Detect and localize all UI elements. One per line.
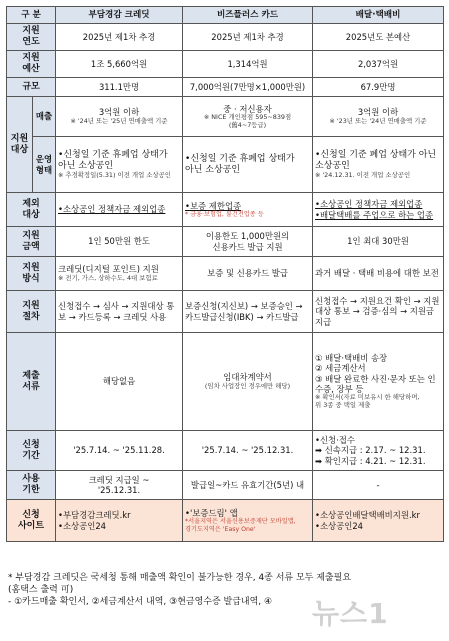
- exclusion-credit: [56, 193, 183, 227]
- exclusion-delivery-b: •배달택배를 주업으로 하는 업종: [315, 209, 434, 220]
- row-label-operation: 운영 형태: [33, 137, 56, 193]
- docs-delivery-item: ① 배달·택배비 송장: [315, 353, 388, 364]
- budget-delivery: 2,037억원: [313, 51, 444, 78]
- row-sales: [7, 97, 444, 137]
- exclusion-card: [183, 193, 313, 227]
- header-bizplus-card: 비즈플러스 카드: [183, 7, 313, 24]
- period-credit: '25.7.14. ~ '25.11.28.: [56, 431, 183, 471]
- news1-watermark: 뉴스1: [312, 597, 389, 630]
- docs-delivery-note: ※ 확인서(자료 미보유시 한 해당하며, 위 3종 중 택일 제출: [315, 393, 420, 409]
- exclusion-card-note: * 금융·보험업, 불건전업종 등: [185, 210, 264, 218]
- period-delivery-check: ➡ 확인지급 : 4.21. ~ 12.31.: [315, 455, 426, 466]
- docs-delivery-item: ② 세금계산서: [315, 363, 366, 374]
- usage-card: 발급일~카드 유효기간(5년) 내: [183, 471, 313, 500]
- exclusion-delivery-a: •소상공인 정책자금 제외업종: [315, 199, 423, 210]
- method-credit-note: ※ 전기, 가스, 상하수도, 4대 보험료: [58, 273, 158, 282]
- sales-card-note: ※ NICE 개인평점 595~839점 (舊4~7등급): [203, 112, 292, 129]
- method-delivery: 과거 배달 · 택배 비용에 대한 보전: [313, 257, 444, 291]
- row-exclusion: [7, 193, 444, 227]
- amount-card: 이용한도 1,000만원의 신용카드 발급 지원: [183, 227, 313, 257]
- row-operation: [7, 137, 444, 193]
- operation-credit: [56, 137, 183, 193]
- footnote-line-1: * 부담경감 크레딧은 국세청 통해 매출액 확인이 불가능한 경우, 4종 서류 모두 제출필요: [8, 573, 352, 583]
- operation-delivery: [313, 137, 444, 193]
- method-card: 보증 및 신용카드 발급: [183, 257, 313, 291]
- period-delivery: [313, 431, 444, 471]
- row-scale: [7, 78, 444, 97]
- sales-credit-note: ※ '24년 또는 '25년 연매출액 기준: [70, 116, 168, 125]
- exclusion-delivery: [313, 193, 444, 227]
- sales-delivery-note: ※ '23년 또는 '24년 연매출액 기준: [329, 116, 427, 125]
- budget-credit: 1조 5,660억원: [56, 51, 183, 78]
- operation-card-value: •신청일 기준 휴폐업 상태가 아닌 소상공인: [185, 153, 295, 175]
- site-delivery: [313, 500, 444, 542]
- row-amount: [7, 227, 444, 257]
- scale-card: 7,000억원(7만명×1,000만원): [183, 78, 313, 97]
- docs-credit: 해당없음: [56, 333, 183, 431]
- scale-credit: 311.1만명: [56, 78, 183, 97]
- docs-delivery-item: ③ 배달 완료한 사진·문자 또는 인수증, 장부 등: [315, 373, 436, 394]
- row-label-scale: 규모: [7, 78, 56, 97]
- row-label-period: 신청 기간: [7, 431, 56, 471]
- footnote-line-2: (홈택스 출력 可): [8, 585, 74, 596]
- budget-card: 1,314억원: [183, 51, 313, 78]
- row-label-method: 지원 방식: [7, 257, 56, 291]
- year-delivery: 2025년도 본예산: [313, 24, 444, 51]
- header-category: 구 분: [7, 7, 56, 24]
- row-period: [7, 431, 444, 471]
- docs-card-note: (임차 사업장인 경우에만 해당): [204, 381, 291, 390]
- row-label-procedure: 지원 절차: [7, 291, 56, 333]
- row-label-usage: 사용 기한: [7, 471, 56, 500]
- sales-credit-value: 3억원 이하: [98, 107, 140, 118]
- row-usage: [7, 471, 444, 500]
- sales-card-value: 중 · 저신용자: [223, 103, 272, 114]
- sales-card: [183, 97, 313, 137]
- site-credit-link: •부담경감크레딧.kr: [58, 510, 131, 521]
- row-label-year: 지원 연도: [7, 24, 56, 51]
- site-credit: [56, 500, 183, 542]
- row-label-site: 신청 사이트: [7, 500, 56, 542]
- row-label-budget: 지원 예산: [7, 51, 56, 78]
- year-credit: 2025년 제1차 추경: [56, 24, 183, 51]
- row-procedure: [7, 291, 444, 333]
- policy-comparison-table: [6, 6, 444, 542]
- amount-delivery: 1인 최대 30만원: [313, 227, 444, 257]
- scale-delivery: 67.9만명: [313, 78, 444, 97]
- header-row: [7, 7, 444, 24]
- row-docs: [7, 333, 444, 431]
- site-card-note: *서울지역은 서울신용보증재단 모바일앱, 경기도지역은 'Easy One': [185, 518, 296, 533]
- usage-delivery: -: [313, 471, 444, 500]
- operation-credit-value: •신청일 기준 휴폐업 상태가 아닌 소상공인: [58, 149, 168, 171]
- row-label-sales: 매출: [33, 97, 56, 137]
- procedure-credit: 신청접수 → 심사 → 지원대상 통보 → 카드등록 → 크레딧 사용: [56, 291, 183, 333]
- exclusion-credit-value: •소상공인 정책자금 제외업종: [58, 204, 166, 215]
- header-credit: 부담경감 크레딧: [56, 7, 183, 24]
- operation-delivery-note: ※ '24.12.31. 이전 개업 소상공인: [315, 170, 411, 179]
- operation-credit-note: ※ 추경확정일(5.31) 이전 개업 소상공인: [58, 170, 171, 179]
- sales-credit: [56, 97, 183, 137]
- site-delivery-link: •소상공인24: [315, 520, 363, 531]
- row-method: [7, 257, 444, 291]
- method-credit-value: 크레딧(디지털 포인트) 지원: [58, 264, 159, 275]
- row-label-docs: 제출 서류: [7, 333, 56, 431]
- site-card: [183, 500, 313, 542]
- period-delivery-title: •신청·접수: [315, 435, 355, 446]
- docs-card: [183, 333, 313, 431]
- footnote-line-3: - ①카드매출 확인서, ②세금계산서 내역, ③현금영수증 발급내역, ④: [8, 597, 273, 608]
- operation-card: [183, 137, 313, 193]
- row-label-exclusion: 제외 대상: [7, 193, 56, 227]
- method-credit: [56, 257, 183, 291]
- docs-delivery: [313, 333, 444, 431]
- header-delivery-fee: 배달·택배비: [313, 7, 444, 24]
- row-site: [7, 500, 444, 542]
- site-credit-link: •소상공인24: [58, 520, 106, 531]
- operation-delivery-value: •신청일 기준 폐업 상태가 아닌 소상공인: [315, 149, 437, 171]
- period-delivery-fast: ➡ 신속지급 : 2.17. ~ 12.31.: [315, 445, 426, 456]
- row-budget: [7, 51, 444, 78]
- sales-delivery-value: 3억원 이하: [357, 107, 399, 118]
- row-year: [7, 24, 444, 51]
- amount-credit: 1인 50만원 한도: [56, 227, 183, 257]
- docs-card-value: 임대차계약서: [223, 372, 272, 383]
- period-card: '25.7.14. ~ '25.12.31.: [183, 431, 313, 471]
- year-card: 2025년 제1차 추경: [183, 24, 313, 51]
- site-delivery-link: •소상공인배달택배비지원.kr: [315, 510, 420, 521]
- exclusion-card-value: •보증 제한업종: [185, 200, 242, 211]
- sales-delivery: [313, 97, 444, 137]
- row-label-amount: 지원 금액: [7, 227, 56, 257]
- procedure-card: 보증신청(지신보) → 보증승인 → 카드발급신청(IBK) → 카드발급: [183, 291, 313, 333]
- procedure-delivery: 신청접수 → 지원요건 확인 → 지원대상 통보 → 검증·심의 → 지원금 지급: [313, 291, 444, 333]
- site-card-app: •'보증드림' 앱: [185, 507, 238, 518]
- row-label-target: 지원 대상: [7, 97, 33, 193]
- usage-credit: 크레딧 지급일 ~ '25.12.31.: [56, 471, 183, 500]
